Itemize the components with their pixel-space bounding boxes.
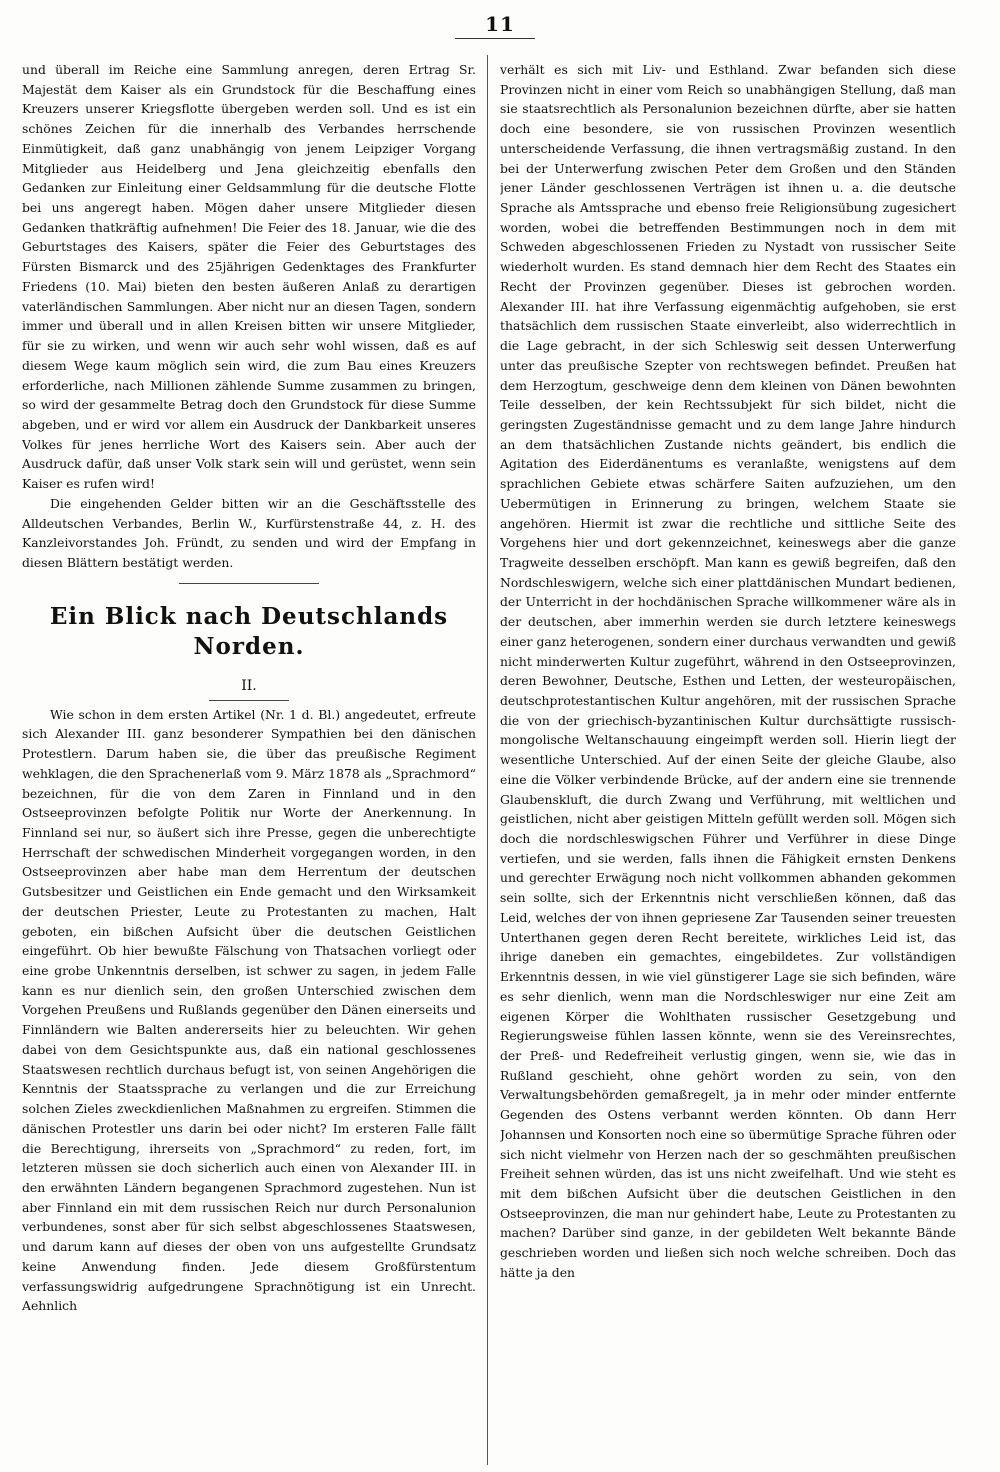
left-column [22, 60, 476, 1460]
section-divider [179, 583, 319, 584]
page-number-rule [455, 38, 535, 39]
paragraph-donation-notice: Die eingehenden Gelder bitten wir an die Geschäftsstelle des Alldeutschen Verbandes, Berlin W., Kurfürstenstraße 44, z. H. des Kanzleivorstandes Joh. Fründt, zu senden und wird der Empfang in diesen Blättern bestätigt werden. [22, 495, 476, 570]
article-part-number: II. [241, 677, 257, 694]
article-paragraph: Wie schon in dem ersten Artikel (Nr. 1 d. Bl.) angedeutet, erfreute sich Alexander III. ganz besonderer Sympathien bei den dänischen Protestlern. Darum haben sie, die über das preußische Regiment wehklagen, die den Sprachenerlaß vom 9. März 1878 als „Sprachmord“ bezeichnen, für die von dem Zaren in Finnland und in den Ostseeprovinzen befolgte Politik nur Worte der Anerkennung. In Finnland sei nur, so äußert sich ihre Presse, gegen die unberechtigte Herrschaft der schwedischen Minderheit vorgegangen worden, in den Ostseeprovinzen aber habe man dem Herrentum der deutschen Gutsbesitzer und Geistlichen ein Ende gemacht und den Wirksamkeit der deutschen Priester, Leute zu Protestanten zu machen, Halt geboten, ein bißchen Aufsicht über die deutschen Geistlichen eingeführt. Ob hier bewußte Fälschung von Thatsachen vorliegt oder eine grobe Unkenntnis derselben, ist schwer zu sagen, in jedem Falle kann es nur dienlich sein, den großen Unterschied zwischen dem Vorgehen Preußens und Rußlands gegenüber den Dänen einerseits und Finnländern wie Balten andererseits hier zu beleuchten. Wir gehen dabei von dem Gesichtspunkte aus, daß ein national geschlossenes Staatswesen rechtlich durchaus befugt ist, von seinen Angehörigen die Kenntnis der Staatssprache zu verlangen und die zur Erreichung solchen Zieles zweckdienlichen Maßnahmen zu ergreifen. Stimmen die dänischen Protestler uns darin bei oder nicht? Im ersteren Falle fällt die Berechtigung, ihrerseits von „Sprachmord“ zu reden, fort, im letzteren müssen sie doch sicherlich auch einen von Alexander III. in den erwähnten Ländern begangenen Sprachmord zugestehen. Nun ist aber Finnland ein mit dem russischen Reich nur durch Personalunion verbundenes, sonst aber für sich selbst abgeschlossenes Staatswesen, und darum kann auf dieses der oben von uns aufgestellte Grundsatz keine Anwendung finden. Jede diesem Großfürstentum verfassungswidrig aufgedrungene Sprachnötigung ist ein Unrecht. Aehnlich [22, 706, 476, 1314]
column-divider [487, 55, 488, 1465]
article-paragraph-continued: verhält es sich mit Liv- und Esthland. Zwar befanden sich diese Provinzen nicht in einer vom Reich so unabhängigen Stellung, daß man sie staatsrechtlich als Personalunion bezeichnen dürfte, aber sie hatten doch eine besondere, sie von russischen Provinzen wesentlich unterscheidende Verfassung, die ihnen vertragsmäßig zustand. In den bei der Unterwerfung zwischen Peter dem Großen und den Ständen jener Länder geschlossenen Verträgen ist ihnen u. a. die deutsche Sprache als Amtssprache und ebenso freie Religionsübung zugesichert worden, wobei die betreffenden Bestimmungen noch in dem mit Schweden abgeschlossenen Frieden zu Nystadt von russischer Seite wiederholt wurden. Es stand demnach hier dem Recht des Staates ein Recht der Provinzen gegenüber. Dieses ist gebrochen worden. Alexander III. hat ihre Verfassung eigenmächtig aufgehoben, sie erst thatsächlich dem russischen Staate einverleibt, also widerrechtlich in die Lage gebracht, in der sich Schleswig seit dessen Unterwerfung unter das preußische Szepter von rechtswegen befindet. Preußen hat dem Herzogtum, geschweige denn dem kleinen von Dänen bewohnten Teile desselben, der kein Rechtssubjekt für sich bildet, nicht die geringsten Zugeständnisse gemacht und zu dem lange Jahre hindurch an dem thatsächlichen Zustande nichts geändert, bis endlich die Agitation des Eiderdänentums es veranlaßte, wenigstens auf dem sprachlichen Gebiete etwas schärfere Saiten aufzuziehen, um den Uebermütigen in Erinnerung zu bringen, welchem Staate sie angehören. Hiermit ist zwar die rechtliche und sittliche Seite des Vorgehens hier und dort gekennzeichnet, keineswegs aber die ganze Tragweite desselben erschöpft. Man kann es gewiß begreifen, daß den Nordschleswigern, welche sich einer plattdänischen Mundart bedienen, der Unterricht in der hochdänischen Sprache willkommener wäre als in der deutschen, aber immerhin werden sie durch letztere keineswegs einer ganz heterogenen, sondern einer durchaus verwandten und gewiß nicht minderwerten Kultur zugeführt, während in den Ostseeprovinzen, deren Bewohner, Deutsche, Esthen und Letten, der westeuropäischen, deutschprotestantischen Kultur angehören, mit der russischen Sprache die von der griechisch-byzantinischen Kultur durchsättigte russisch-mongolische Weltanschauung eingeimpft werden soll. Hierin liegt der wesentliche Unterschied. Auf der einen Seite der gleiche Glaube, also eine die Völker verbindende Brücke, auf der andern eine sie trennende Glaubenskluft, die durch Zwang und Verführung, mit weltlichen und geistlichen, nicht aber geistigen Mitteln gefüllt werden soll. Mögen sich doch die nordschleswigschen Führer und Verführer in diese Dinge vertiefen, und sie werden, falls ihnen die Fähigkeit ernsten Denkens und gerechter Erwägung noch nicht vollkommen abhanden gekommen sein sollte, sich der Erkenntnis nicht verschließen können, daß das Leid, welches der von ihnen gepriesene Zar Tausenden seiner treuesten Unterthanen gegen deren Recht bereitete, wirkliches Leid ist, das ihrige daneben ein gemachtes, eingebildetes. Zur vollständigen Erkenntnis dessen, in wie viel günstigerer Lage sie sich befinden, wäre es sehr dienlich, wenn man die Nordschleswiger nur eine Zeit am eigenen Körper die Wohlthaten russischer Gesetzgebung und Regierungsweise fühlen lassen könnte, wenn sie des Vereinsrechtes, der Preß- und Redefreiheit verlustig gingen, wenn sie, wie das in Rußland geschieht, ohne gehört worden zu sein, von den Verwaltungsbehörden gemaßregelt, ja in mehr oder minder entfernte Gegenden des Ostens verbannt werden könnten. Ob dann Herr Johannsen und Konsorten noch eine so übermütige Sprache führen oder sich nicht vielmehr von Herzen nach der so geschmähten preußischen Freiheit sehnen würden, das ist uns nicht zweifelhaft. Und wie steht es mit dem bißchen Aufsicht über die deutschen Geistlichen in den Ostseeprovinzen, die man nur gehindert habe, Leute zu Protestanten zu machen? Darüber sind ganze, in der gebildeten Welt bekannte Bände geschrieben worden und ließen sich noch welche schreiben. Doch das hätte ja den [500, 62, 956, 1280]
article-title-rule [209, 700, 289, 701]
right-column [500, 60, 956, 1460]
paragraph-continuation: und überall im Reiche eine Sammlung anregen, deren Ertrag Sr. Majestät dem Kaiser als ein Grundstock für die Beschaffung eines Kreuzers unserer Kriegsflotte übergeben werden soll. Und es ist ein schönes Zeichen für die innerhalb des Verbandes herrschende Einmütigkeit, daß ganz unabhängig von jenem Leipziger Vorgang Mitglieder aus Heidelberg und Jena gleichzeitig ebenfalls den Gedanken zur Einleitung einer Geldsammlung für die deutsche Flotte bei uns angeregt haben. Mögen daher unsere Mitglieder diesen Gedanken thatkräftig aufnehmen! Die Feier des 18. Januar, wie die des Geburtstages des Kaisers, später die Feier des Geburtstages des Fürsten Bismarck und des 25jährigen Gedenktages des Frankfurter Friedens (10. Mai) bieten den besten äußeren Anlaß zu derartigen vaterländischen Sammlungen. Aber nicht nur an diesen Tagen, sondern immer und überall und in allen Kreisen bitten wir unsere Mitglieder, für sie zu wirken, und wenn wir auch sehr wohl wissen, daß es auf diesem Wege kaum möglich sein wird, die zum Bau eines Kreuzers erforderliche, nach Millionen zählende Summe zusammen zu bringen, so wird der gesammelte Betrag doch den Grundstock für diese Summe abgeben, und er wird vor allem ein Ausdruck der Dankbarkeit unseres Volkes für jenes herrliche Wort des Kaisers sein. Aber auch der Ausdruck dafür, daß unser Volk stark sein will und gerüstet, wenn sein Kaiser es rufen wird! [22, 62, 476, 492]
article-title: Ein Blick nach Deutschlands Norden. [49, 602, 449, 660]
page-number: 11 [485, 12, 515, 36]
